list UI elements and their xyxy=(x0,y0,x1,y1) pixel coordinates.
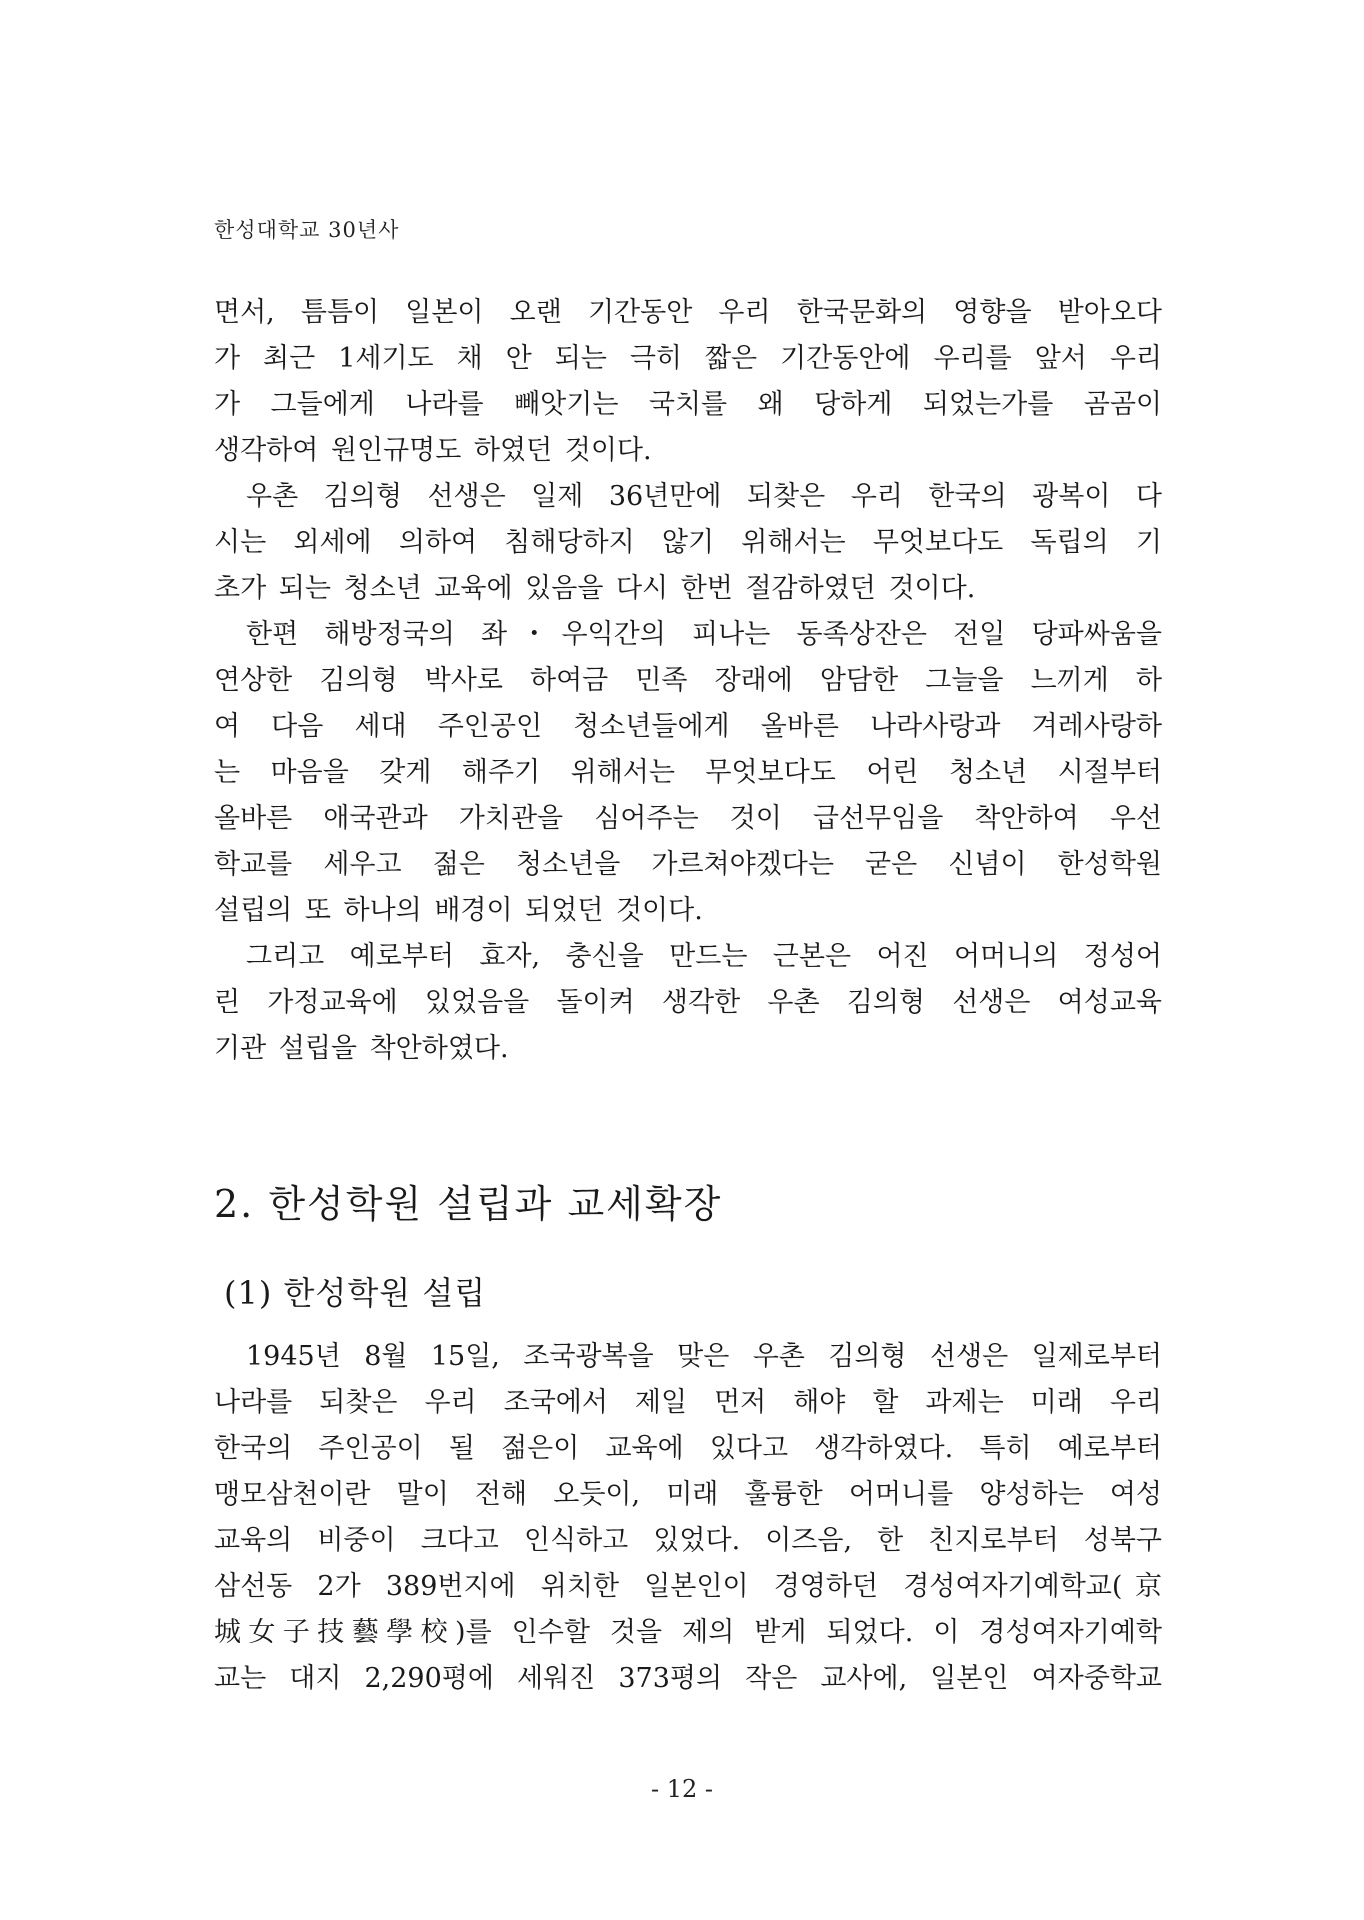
text-line: 학교를 세우고 젊은 청소년을 가르쳐야겠다는 굳은 신념이 한성학원 xyxy=(214,849,1162,880)
text-line: 설립의 또 하나의 배경이 되었던 것이다. xyxy=(214,895,703,926)
text-line: 나라를 되찾은 우리 조국에서 제일 먼저 해야 할 과제는 미래 우리 xyxy=(214,1387,1162,1418)
text-line: 생각하여 원인규명도 하였던 것이다. xyxy=(214,435,652,466)
text-line: 삼선동 2가 389번지에 위치한 일본인이 경영하던 경성여자기예학교(京 xyxy=(214,1571,1162,1602)
body-text-top xyxy=(214,290,1162,1072)
body-text-bottom xyxy=(214,1334,1162,1702)
text-line: 그리고 예로부터 효자, 충신을 만드는 근본은 어진 어머니의 정성어 xyxy=(246,941,1162,972)
running-header: 한성대학교 30년사 xyxy=(214,218,400,242)
text-line: 면서, 틈틈이 일본이 오랜 기간동안 우리 한국문화의 영향을 받아오다 xyxy=(214,297,1162,328)
text-line: 城女子技藝學校)를 인수할 것을 제의 받게 되었다. 이 경성여자기예학 xyxy=(214,1617,1162,1648)
text-line: 한국의 주인공이 될 젊은이 교육에 있다고 생각하였다. 특히 예로부터 xyxy=(214,1433,1162,1464)
text-line: 교육의 비중이 크다고 인식하고 있었다. 이즈음, 한 친지로부터 성북구 xyxy=(214,1525,1162,1556)
text-line: 올바른 애국관과 가치관을 심어주는 것이 급선무임을 착안하여 우선 xyxy=(214,803,1162,834)
text-line: 시는 외세에 의하여 침해당하지 않기 위해서는 무엇보다도 독립의 기 xyxy=(214,527,1162,558)
text-line: 한편 해방정국의 좌・우익간의 피나는 동족상잔은 전일 당파싸움을 xyxy=(246,619,1162,650)
text-line: 기관 설립을 착안하였다. xyxy=(214,1033,509,1064)
text-line: 는 마음을 갖게 해주기 위해서는 무엇보다도 어린 청소년 시절부터 xyxy=(214,757,1162,788)
page-number: - 12 - xyxy=(650,1775,713,1803)
text-line: 초가 되는 청소년 교육에 있음을 다시 한번 절감하였던 것이다. xyxy=(214,573,976,604)
text-line: 린 가정교육에 있었음을 돌이켜 생각한 우촌 김의형 선생은 여성교육 xyxy=(214,987,1162,1018)
text-line: 맹모삼천이란 말이 전해 오듯이, 미래 훌륭한 어머니를 양성하는 여성 xyxy=(214,1479,1162,1510)
section-heading: 2. 한성학원 설립과 교세확장 xyxy=(214,1182,723,1226)
text-line: 가 최근 1세기도 채 안 되는 극히 짧은 기간동안에 우리를 앞서 우리 xyxy=(214,343,1162,374)
text-line: 교는 대지 2,290평에 세워진 373평의 작은 교사에, 일본인 여자중학교 xyxy=(214,1663,1162,1694)
text-line: 우촌 김의형 선생은 일제 36년만에 되찾은 우리 한국의 광복이 다 xyxy=(246,481,1162,512)
text-line: 가 그들에게 나라를 빼앗기는 국치를 왜 당하게 되었는가를 곰곰이 xyxy=(214,389,1162,420)
text-line: 연상한 김의형 박사로 하여금 민족 장래에 암담한 그늘을 느끼게 하 xyxy=(214,665,1162,696)
sub-heading: (1) 한성학원 설립 xyxy=(224,1274,487,1312)
text-line: 여 다음 세대 주인공인 청소년들에게 올바른 나라사랑과 겨레사랑하 xyxy=(214,711,1162,742)
text-line: 1945년 8월 15일, 조국광복을 맞은 우촌 김의형 선생은 일제로부터 xyxy=(246,1341,1162,1372)
